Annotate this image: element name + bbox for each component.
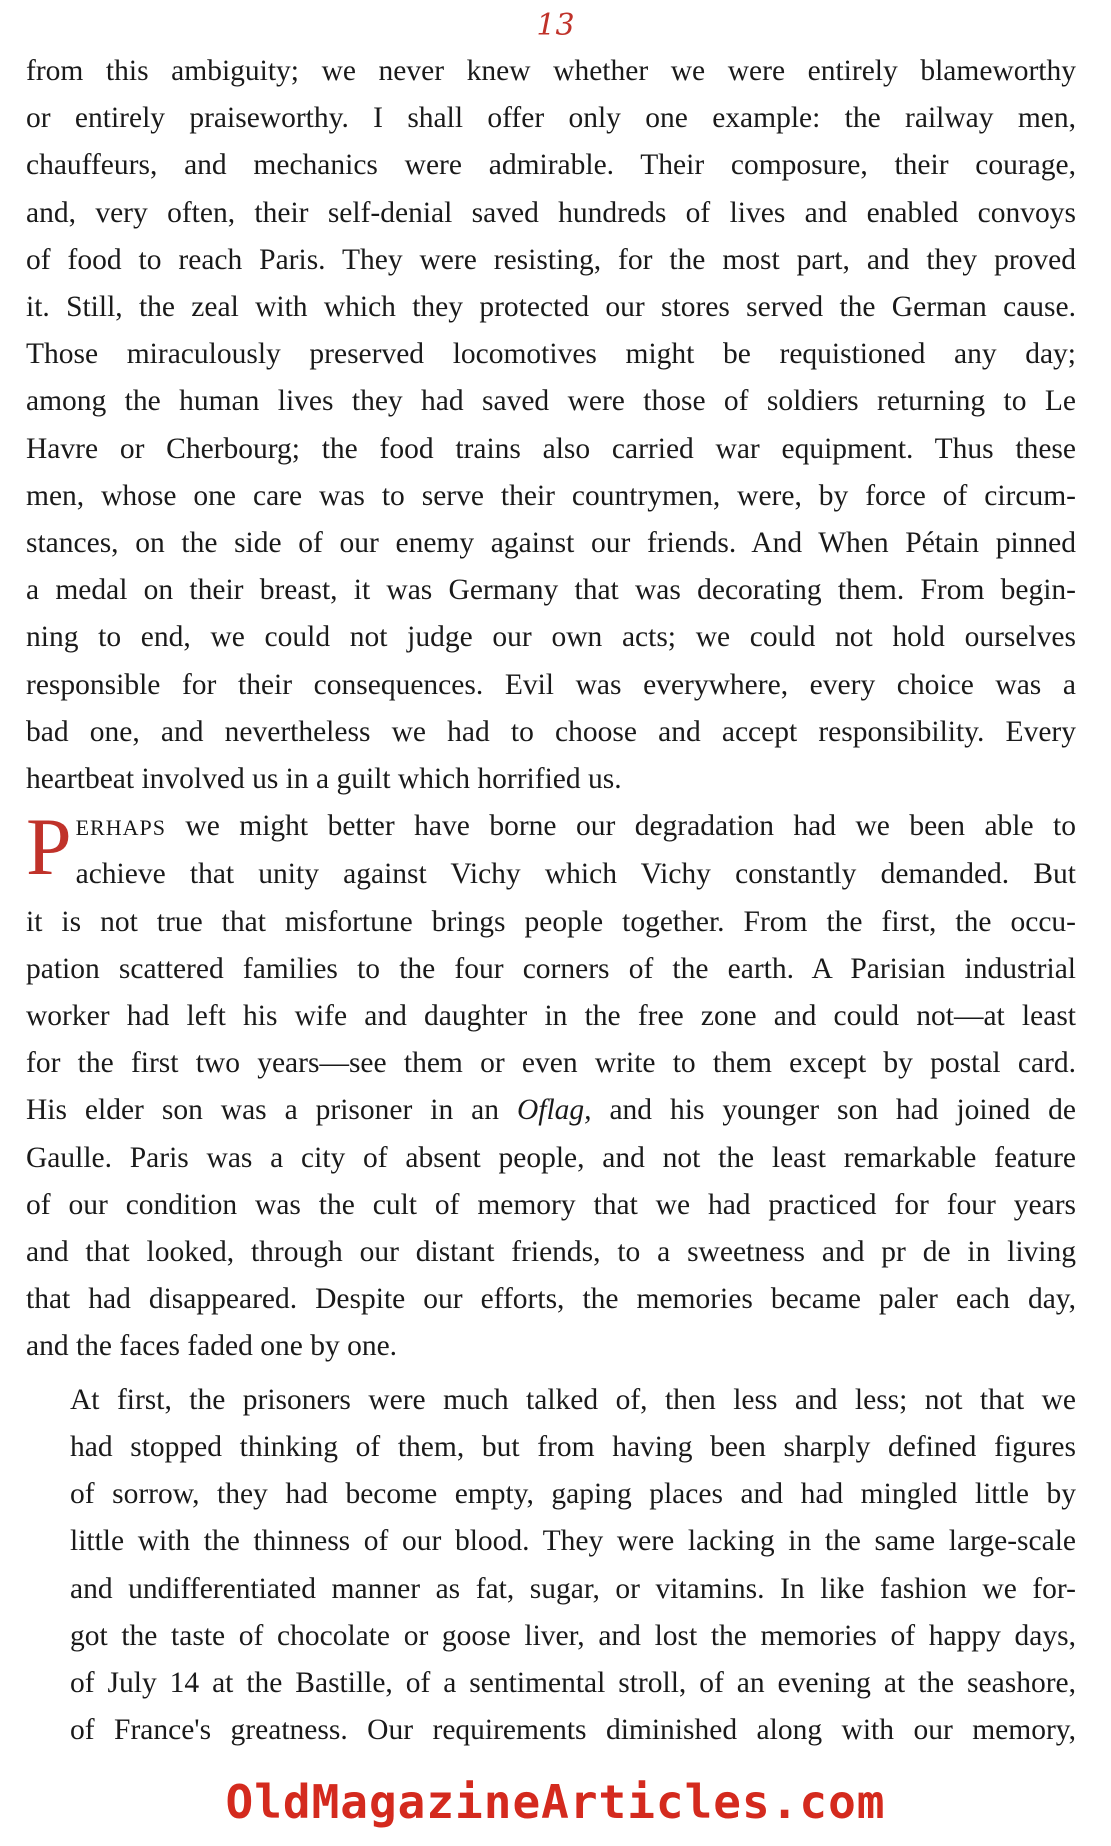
text-line — [26, 1087, 1076, 1134]
text-fragment: and his younger son had joined de — [591, 1094, 1076, 1127]
article-body — [26, 48, 1076, 1754]
text-line: of our condition was the cult of memory that we had practiced for four years — [26, 1188, 1076, 1221]
text-line: and, very often, their self-denial saved hundreds of lives and enabled convoys — [26, 196, 1076, 229]
text-line: and the faces faded one by one. — [26, 1330, 398, 1363]
text-line: of food to reach Paris. They were resisting, for the most part, and they proved — [26, 243, 1076, 276]
text-line: pation scattered families to the four corners of the earth. A Parisian industrial — [26, 952, 1076, 985]
paragraph-3 — [26, 1377, 1076, 1755]
text-line: and undifferentiated manner as fat, sugar, or vitamins. In like fashion we for- — [70, 1572, 1076, 1605]
text-line: and that looked, through our distant friends, to a sweetness and pr de in living — [26, 1236, 1076, 1269]
smallcaps-text: ERHAPS — [75, 815, 166, 841]
text-line: worker had left his wife and daughter in the free zone and could not—at least — [26, 1000, 1076, 1033]
text-line: bad one, and nevertheless we had to choose and accept responsibility. Every — [26, 715, 1076, 748]
text-line: Those miraculously preserved locomotives might be requistioned any day; — [26, 338, 1076, 371]
text-line: achieve that unity against Vichy which Vichy constantly demanded. But — [75, 858, 1076, 891]
text-fragment: we might better have borne our degradation had we been able to — [165, 810, 1076, 843]
text-line: it. Still, the zeal with which they protected our stores served the German cause. — [26, 291, 1076, 324]
text-line: had stopped thinking of them, but from having been sharply defined figures — [70, 1430, 1076, 1463]
text-line: little with the thinness of our blood. They were lacking in the same large-scale — [70, 1525, 1076, 1558]
text-line: responsible for their consequences. Evil was everywhere, every choice was a — [26, 668, 1076, 701]
site-watermark-link[interactable]: OldMagazineArticles.com — [225, 1775, 886, 1829]
text-line: heartbeat involved us in a guilt which horrified us. — [26, 763, 622, 796]
text-line: of sorrow, they had become empty, gaping places and had mingled little by — [70, 1478, 1076, 1511]
text-line: At first, the prisoners were much talked of, then less and less; not that we — [70, 1383, 1076, 1416]
text-line: Havre or Cherbourg; the food trains also carried war equipment. Thus these — [26, 432, 1076, 465]
text-fragment: His elder son was a prisoner in an — [26, 1094, 517, 1127]
page-number: 13 — [536, 8, 575, 43]
text-line: for the first two years—see them or even write to them except by postal card. — [26, 1047, 1076, 1080]
text-line: from this ambiguity; we never knew whether we were entirely blameworthy — [26, 55, 1076, 87]
text-line: got the taste of chocolate or goose liver, and lost the memories of happy days, — [70, 1619, 1076, 1652]
paragraph-1 — [26, 48, 1076, 803]
text-line — [26, 803, 1076, 851]
text-line: ning to end, we could not judge our own acts; we could not hold ourselves — [26, 621, 1076, 654]
text-line: a medal on their breast, it was Germany that was decorating them. From begin- — [26, 574, 1076, 607]
italic-word: Oflag, — [516, 1094, 592, 1127]
text-line: of July 14 at the Bastille, of a sentimental stroll, of an evening at the seashore, — [70, 1666, 1076, 1699]
paragraph-2 — [26, 803, 1076, 1370]
text-line: it is not true that misfortune brings people together. From the first, the occu- — [26, 905, 1076, 938]
text-line: stances, on the side of our enemy against our friends. And When Pétain pinned — [26, 527, 1076, 560]
text-line: chauffeurs, and mechanics were admirable. Their composure, their courage, — [26, 149, 1076, 182]
text-line: or entirely praiseworthy. I shall offer only one example: the railway men, — [26, 102, 1076, 135]
text-line: among the human lives they had saved were those of soldiers returning to Le — [26, 385, 1076, 418]
text-line: that had disappeared. Despite our efforts, the memories became paler each day, — [26, 1283, 1076, 1316]
text-line: of France's greatness. Our requirements diminished along with our memory, — [70, 1714, 1076, 1747]
text-line: men, whose one care was to serve their countrymen, were, by force of circum- — [26, 479, 1076, 512]
drop-cap: P — [26, 801, 72, 893]
text-line: Gaulle. Paris was a city of absent people, and not the least remarkable feature — [26, 1141, 1076, 1174]
